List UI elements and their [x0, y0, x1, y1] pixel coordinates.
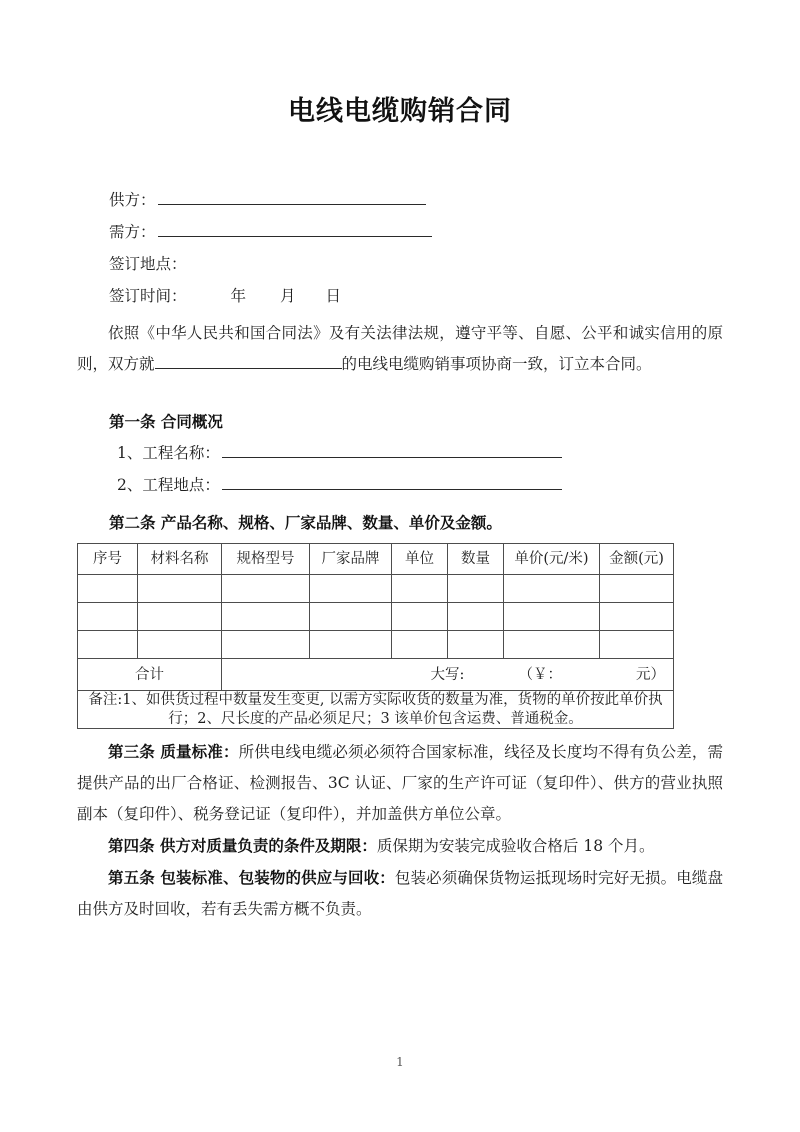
table-row	[78, 575, 674, 603]
article-4-heading: 第四条 供方对质量负责的条件及期限：	[108, 835, 377, 855]
article-3-body: 所供电线电缆必须必须符合国家标准，线径及长度均不得有负公差，需提供产品的出厂合格证、检测报告、3C 认证、厂家的生产许可证（复印件）、供方的营业执照副本（复印件）、税务登记证（复印件），并加盖供方单位公章。	[77, 742, 723, 823]
supplier-label: 供方：	[109, 191, 156, 210]
article-3-paragraph	[77, 736, 723, 830]
cell-amount[interactable]	[600, 603, 674, 631]
cell-material-name[interactable]	[138, 575, 222, 603]
cell-spec-model[interactable]	[222, 631, 310, 659]
article-5-heading: 第五条 包装标准、包装物的供应与回收：	[108, 867, 395, 887]
column-header-index: 序号	[78, 544, 138, 575]
intro-text-after: 的电线电缆购销事项协商一致，订立本合同。	[341, 355, 652, 374]
supplier-row	[77, 184, 723, 216]
cell-unit-price[interactable]	[504, 575, 600, 603]
amount-prefix: （￥：	[518, 666, 562, 683]
article-3-heading: 第三条 质量标准：	[108, 741, 239, 761]
sign-time-month-unit: 月	[280, 287, 296, 306]
article-5-paragraph	[77, 862, 723, 925]
goods-table-header-row	[78, 544, 674, 575]
page-title: 电线电缆购销合同	[288, 96, 512, 127]
remark-row	[78, 691, 674, 728]
cell-amount[interactable]	[600, 575, 674, 603]
total-label: 合计	[78, 659, 222, 691]
project-name-label: 1、工程名称：	[117, 444, 220, 463]
remark-text: 备注:1、如供货过程中数量发生变更, 以需方实际收货的数量为准，货物的单价按此单价执行；2、尺长度的产品必须足尺；3 该单价包含运费、普通税金。	[78, 691, 674, 728]
project-name-input-line[interactable]	[222, 442, 562, 458]
cell-spec-model[interactable]	[222, 575, 310, 603]
cell-manufacturer-brand[interactable]	[310, 575, 392, 603]
table-row	[78, 603, 674, 631]
cell-unit-price[interactable]	[504, 631, 600, 659]
cell-unit[interactable]	[392, 603, 448, 631]
sign-time-year-unit: 年	[230, 287, 247, 306]
cell-spec-model[interactable]	[222, 603, 310, 631]
column-header-amount: 金额(元)	[600, 544, 674, 575]
column-header-quantity: 数量	[448, 544, 504, 575]
sign-place-row	[77, 248, 723, 280]
sign-place-label: 签订地点：	[109, 255, 187, 274]
cell-index[interactable]	[78, 575, 138, 603]
total-row	[78, 659, 674, 691]
table-row	[78, 631, 674, 659]
page-content	[77, 0, 723, 925]
uppercase-amount-label: 大写:	[430, 666, 465, 683]
sign-time-row	[77, 280, 723, 312]
cell-manufacturer-brand[interactable]	[310, 603, 392, 631]
cell-amount[interactable]	[600, 631, 674, 659]
total-amount-cell[interactable]	[222, 659, 674, 691]
buyer-row	[77, 216, 723, 248]
intro-paragraph	[77, 318, 723, 380]
cell-unit[interactable]	[392, 631, 448, 659]
article-2-heading: 第二条 产品名称、规格、厂家品牌、数量、单价及金额。	[109, 513, 502, 533]
article-1-heading: 第一条 合同概况	[109, 412, 223, 432]
column-header-unit-price: 单价(元/米)	[504, 544, 600, 575]
cell-manufacturer-brand[interactable]	[310, 631, 392, 659]
intro-subject-input-line[interactable]	[155, 353, 342, 369]
project-location-input-line[interactable]	[222, 474, 562, 490]
cell-material-name[interactable]	[138, 631, 222, 659]
cell-index[interactable]	[78, 603, 138, 631]
page-number: 1	[396, 1055, 404, 1069]
amount-suffix: 元）	[636, 666, 665, 683]
goods-table	[77, 543, 674, 728]
project-location-label: 2、工程地点：	[117, 476, 220, 495]
buyer-label: 需方：	[109, 223, 156, 242]
column-header-material-name: 材料名称	[138, 544, 222, 575]
intro-text-before: 依照《中华人民共和国合同法》及有关法律法规，遵守平等、自愿、公平和诚实信用的原则，双方就	[77, 324, 723, 374]
project-name-row	[77, 437, 723, 469]
cell-unit-price[interactable]	[504, 603, 600, 631]
sign-time-day-unit: 日	[325, 287, 342, 306]
cell-quantity[interactable]	[448, 575, 504, 603]
buyer-input-line[interactable]	[158, 221, 432, 237]
cell-index[interactable]	[78, 631, 138, 659]
project-location-row	[77, 469, 723, 501]
cell-quantity[interactable]	[448, 603, 504, 631]
party-info-block	[77, 184, 723, 312]
sign-time-label: 签订时间：	[109, 287, 187, 306]
numeric-amount-group	[519, 666, 666, 684]
cell-quantity[interactable]	[448, 631, 504, 659]
supplier-input-line[interactable]	[158, 189, 426, 205]
article-4-paragraph	[77, 830, 723, 862]
article-4-body: 质保期为安装完成验收合格后 18 个月。	[376, 836, 655, 855]
cell-unit[interactable]	[392, 575, 448, 603]
column-header-spec-model: 规格型号	[222, 544, 310, 575]
column-header-unit: 单位	[392, 544, 448, 575]
cell-material-name[interactable]	[138, 603, 222, 631]
column-header-manufacturer-brand: 厂家品牌	[310, 544, 392, 575]
article-5-body: 包装必须确保货物运抵现场时完好无损。电缆盘由供方及时回收，若有丢失需方概不负责。	[77, 868, 723, 918]
